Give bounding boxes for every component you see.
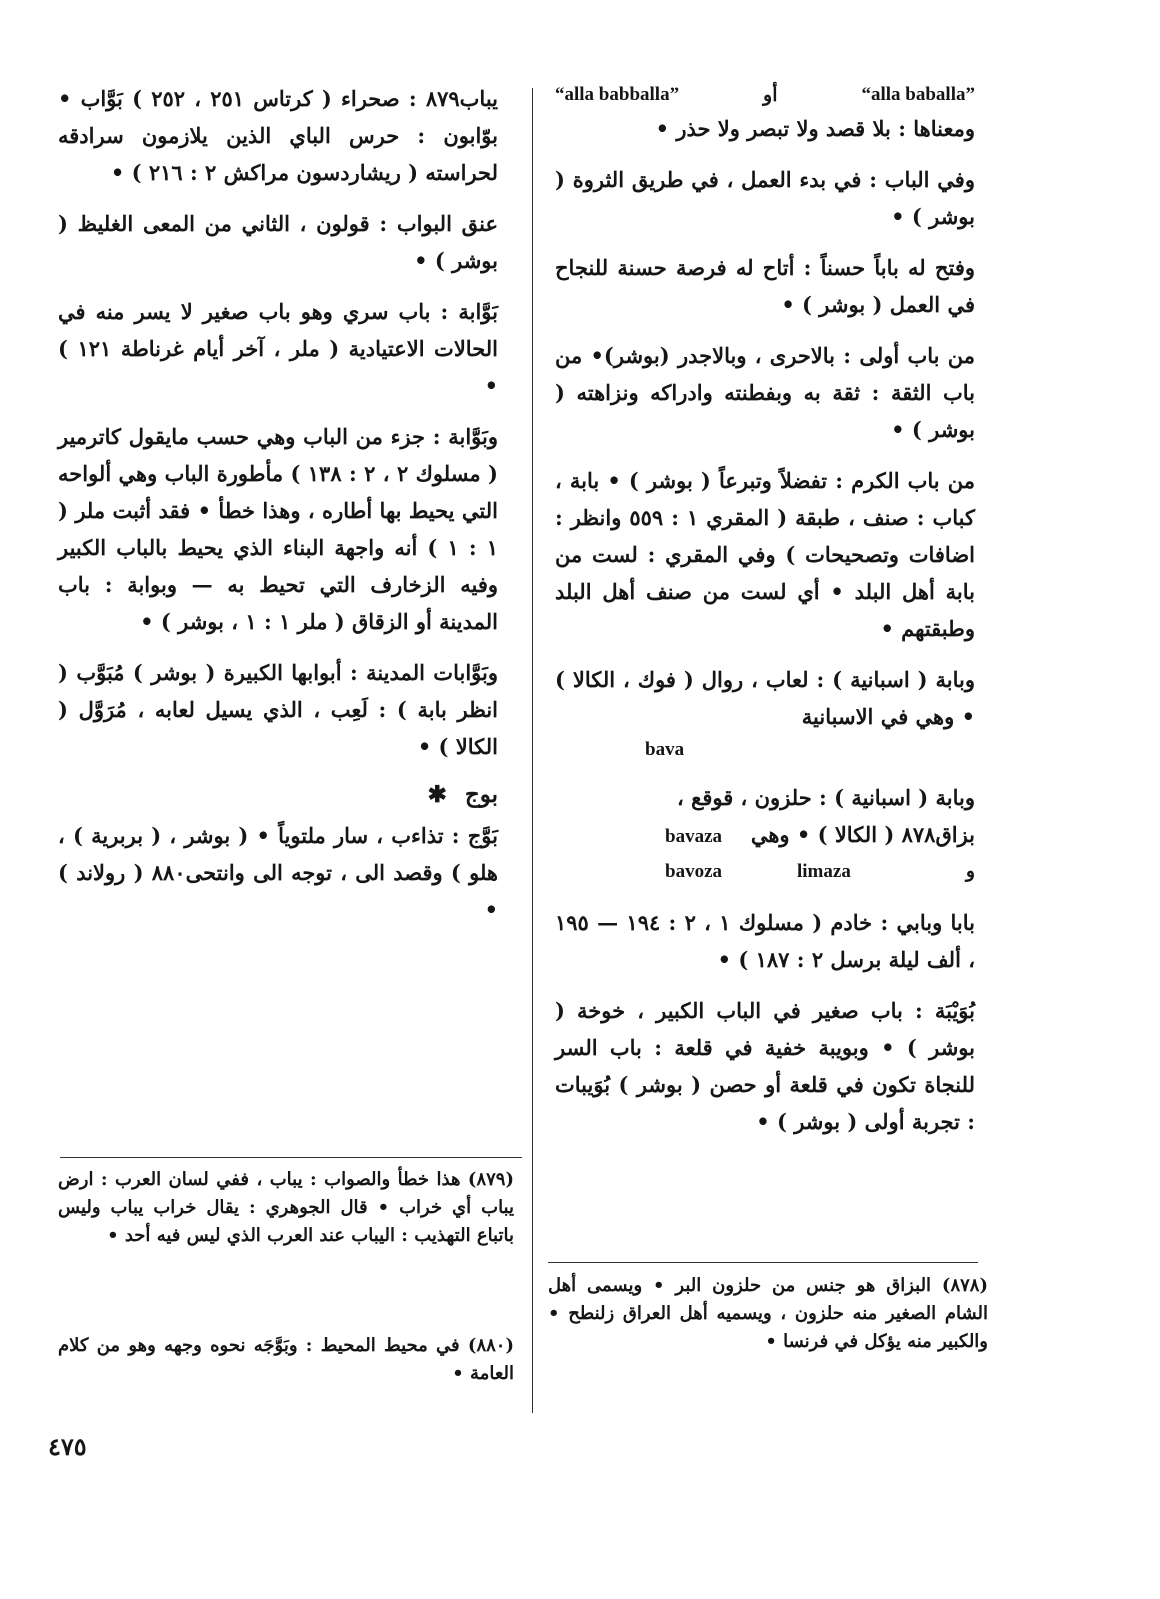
entry-buwaybah: بُوَيْبَة : باب صغير في الباب الكبير ، خوخة ( بوشر ) • وبويبة خفية في قلعة : باب السر للنجاة تكون في قلعة أو حصن ( بوشر ) بُوَيبات : تجربة أولى ( بوشر ) • <box>555 998 975 1134</box>
entry-bawwaj: بَوَّج : تذاءب ، سار ملتوياً • ( بوشر ، ( بربرية ) ، هلو ) وقصد الى ، توجه الى وانتحى٨٨٠ ( رولاند ) • <box>58 823 498 922</box>
entry-babba-spanish-1: وبابة ( اسبانية ) : لعاب ، روال ( فوك ، الكالا ) • وهي في الاسبانية <box>555 667 975 729</box>
entry-yabab: يباب٨٧٩ : صحراء ( كرتاس ٢٥١ ، ٢٥٢ ) بَوَّاب • بوّابون : حرس الباي الذين يلازمون سرادقه لحراسته ( ريشاردسون مراكش ٢ : ٢١٦ ) • <box>58 86 499 185</box>
entry-unuq-albawwab: عنق البواب : قولون ، الثاني من المعى الغليظ ( بوشر ) • <box>58 211 498 273</box>
footnote-880: (٨٨٠) في محيط المحيط : وبَوَّجَه نحوه وجهه وهو من كلام العامة • <box>58 1335 514 1384</box>
section-heading <box>58 775 498 815</box>
latin-bavoza: bavoza <box>665 861 723 882</box>
and-word: و <box>965 860 975 882</box>
latin-phrase-second: “alla baballa” <box>861 84 975 105</box>
section-heading-text: بوج <box>464 781 498 808</box>
footnote-879: (٨٧٩) هذا خطأ والصواب : يباب ، ففي لسان العرب : ارض يباب أي خراب • قال الجوهري : يقال خراب يباب وليس باتباع التهذيب : اليباب عند العرب الذي ليس فيه أحد • <box>58 1169 514 1246</box>
entry-baba-wa-babi: بابا وبابي : خادم ( مسلوك ١ ، ٢ : ١٩٤ — ١٩٥ ، ألف ليلة برسل ٢ : ١٨٧ ) • <box>555 910 975 972</box>
entry-min-bab-awla: من باب أولى : بالاحرى ، وبالاجدر (بوشر)• من باب الثقة : ثقة به وبفطنته وادراكه ونزاهته ( بوشر ) • <box>555 343 975 442</box>
entry-bazzaq-line <box>555 816 975 853</box>
asterisk-icon: ✱ <box>427 781 447 808</box>
or-word: أو <box>763 84 778 106</box>
latin-header <box>555 80 975 110</box>
footnote-878: (٨٧٨) البزاق هو جنس من حلزون البر • ويسمى أهل الشام الصغير منه حلزون ، ويسميه أهل العراق زلنطح • والكبير منه يؤكل في فرنسا • <box>548 1275 988 1352</box>
entry-bawwabat: وبَوَّابات المدينة : أبوابها الكبيرة ( بوشر ) مُبَوَّب ( انظر بابة ) : لَعِب ، الذي يسيل لعابه ، مُرَوَّل ( الكالا ) • <box>58 660 498 759</box>
latin-bavaza: bavaza <box>665 826 722 847</box>
latin-limaza: limaza <box>797 861 851 882</box>
entry-min-bab-alkaram: من باب الكرم : تفضلاً وتبرعاً ( بوشر ) • بابة ، كباب : صنف ، طبقة ( المقري ١ : ٥٥٩ وانظر : اضافات وتصحيحات ) وفي المقري : لست من بابة أهل البلد • أي لست من صنف أهل البلد وطبقتهم • <box>555 468 975 641</box>
right-column <box>555 80 975 1140</box>
latin-phrase-first: “alla babballa” <box>555 84 680 105</box>
entry-bazzaq: بزاق٨٧٨ ( الكالا ) • وهي <box>750 822 975 847</box>
latin-variants-line <box>555 853 975 890</box>
entry-bawwabah-1: بَوَّابة : باب سري وهو باب صغير لا يسر منه في الحالات الاعتيادية ( ملر ، آخر أيام غرناطة ١٢١ ) • <box>58 299 498 398</box>
left-footnote-rule <box>60 1157 522 1158</box>
entry-fil-bab: وفي الباب : في بدء العمل ، في طريق الثروة ( بوشر ) • <box>555 167 975 229</box>
entry-fataha-lahu: وفتح له باباً حسناً : أتاح له فرصة حسنة للنجاح في العمل ( بوشر ) • <box>555 255 975 317</box>
latin-bava-line <box>555 735 975 765</box>
column-divider <box>532 88 533 1413</box>
left-column <box>58 80 498 928</box>
entry-meaning: ومعناها : بلا قصد ولا تبصر ولا حذر • <box>655 116 975 141</box>
entry-babba-spanish-2: وبابة ( اسبانية ) : حلزون ، قوقع ، <box>677 785 975 810</box>
latin-bava: bava <box>645 739 685 760</box>
entry-bawwabah-2: وبَوَّابة : جزء من الباب وهي حسب مايقول كاترمير ( مسلوك ٢ ، ٢ : ١٣٨ ) مأطورة الباب وهي ألواحه التي يحيط بها أطاره ، وهذا خطأ • فقد أثبت ملر ( ١ : ١ ) أنه واجهة البناء الذي يحيط بالباب الكبير وفيه الزخارف التي تحيط به — وبوابة : باب المدينة أو الزقاق ( ملر ١ : ١ ، بوشر ) • <box>58 424 498 634</box>
right-footnote-rule <box>548 1262 978 1263</box>
page-number: ٤٧٥ <box>48 1432 87 1461</box>
